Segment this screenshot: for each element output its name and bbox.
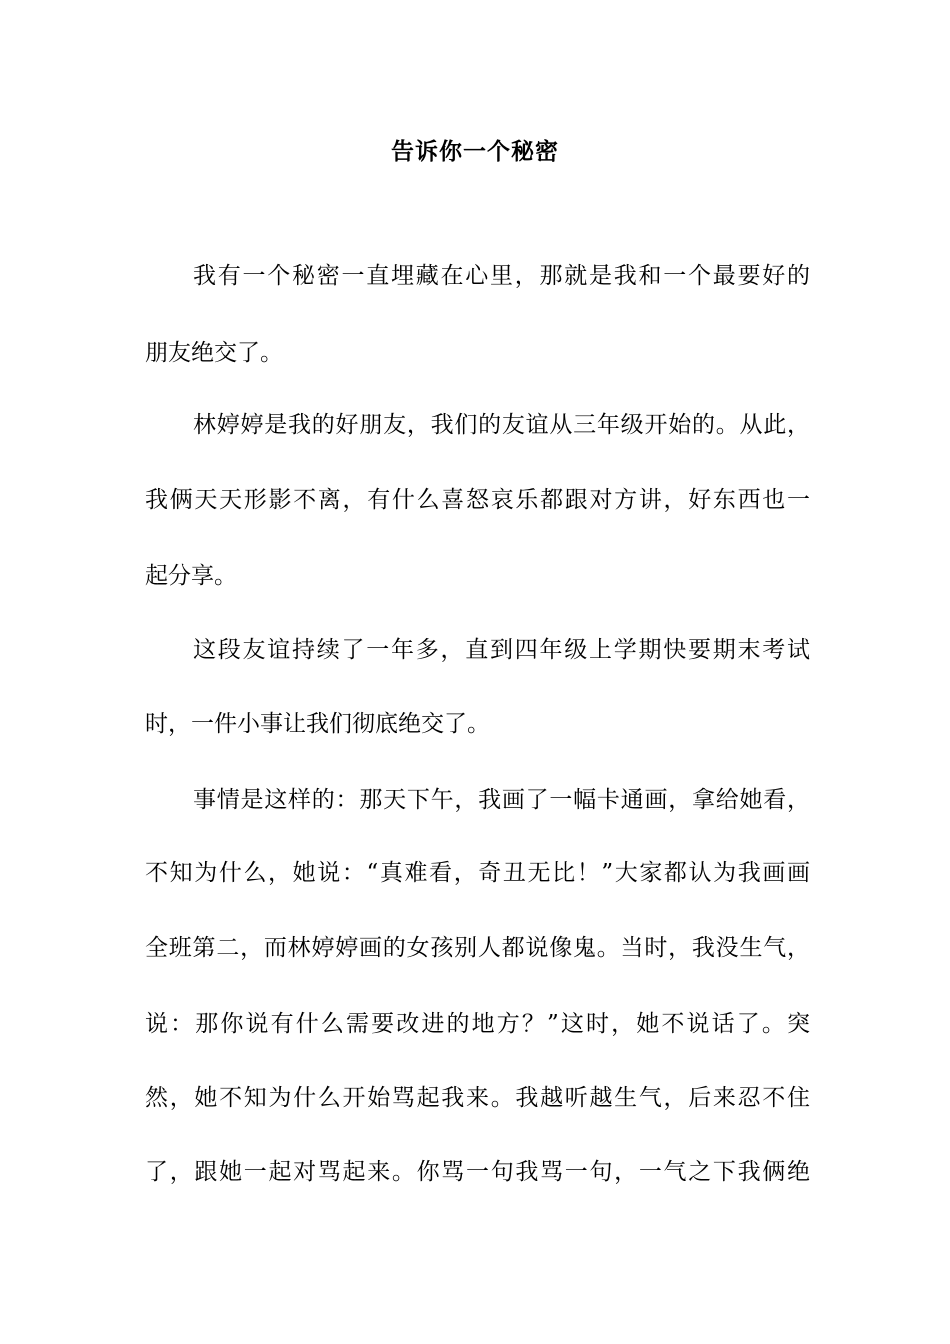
paragraph-line: 我俩天天形影不离，有什么喜怒哀乐都跟对方讲，好东西也一 bbox=[145, 487, 810, 513]
paragraph-line: 不知为什么，她说：“真难看，奇丑无比！”大家都认为我画画 bbox=[145, 860, 810, 886]
paragraph-line: 了，跟她一起对骂起来。你骂一句我骂一句，一气之下我俩绝 bbox=[145, 1159, 810, 1185]
paragraph-line: 事情是这样的：那天下午，我画了一幅卡通画，拿给她看， bbox=[193, 787, 810, 813]
paragraph-line: 我有一个秘密一直埋藏在心里，那就是我和一个最要好的 bbox=[193, 263, 810, 289]
paragraph-line: 说：那你说有什么需要改进的地方？”这时，她不说话了。突 bbox=[145, 1011, 810, 1037]
paragraph-line: 这段友谊持续了一年多，直到四年级上学期快要期末考试 bbox=[193, 637, 810, 663]
paragraph-line: 起分享。 bbox=[145, 563, 237, 589]
paragraph-line: 朋友绝交了。 bbox=[145, 340, 283, 366]
paragraph-line: 时，一件小事让我们彻底绝交了。 bbox=[145, 711, 490, 737]
paragraph-line: 林婷婷是我的好朋友，我们的友谊从三年级开始的。从此， bbox=[193, 412, 810, 438]
paragraph-line: 全班第二，而林婷婷画的女孩别人都说像鬼。当时，我没生气， bbox=[145, 935, 810, 961]
paragraph-line: 然，她不知为什么开始骂起我来。我越听越生气，后来忍不住 bbox=[145, 1085, 810, 1111]
document-title: 告诉你一个秘密 bbox=[391, 138, 559, 165]
